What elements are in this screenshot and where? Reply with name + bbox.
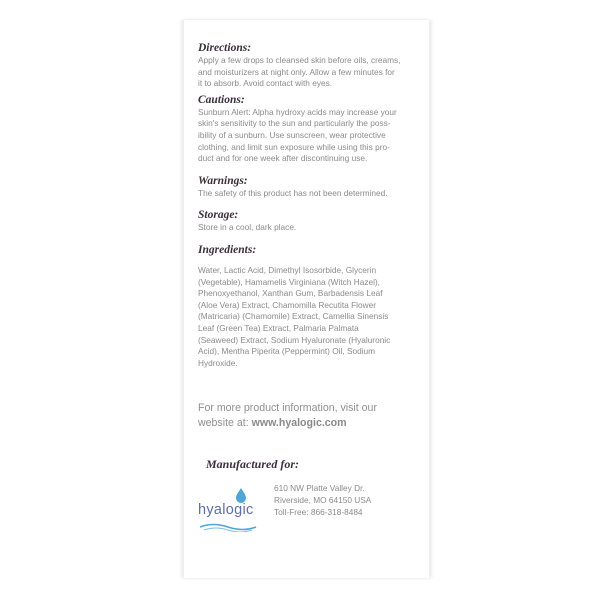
- ingredients-text: [198, 265, 423, 369]
- storage-heading: Storage:: [198, 209, 239, 222]
- ingredients-line: Phenoxyethanol, Xanthan Gum, Barbadensis Leaf: [198, 288, 383, 299]
- storage-text: [198, 222, 423, 234]
- label-content: [198, 42, 423, 532]
- cautions-text: [198, 107, 423, 165]
- cautions-line: duct and for one week after discontinuing use.: [198, 153, 368, 164]
- manufacturer-row: [198, 482, 423, 532]
- more-info-text: [198, 401, 423, 431]
- storage-line: Store in a cool, dark place.: [198, 222, 297, 233]
- ingredients-line: Water, Lactic Acid, Dimethyl Isosorbide, Glycerin: [198, 264, 377, 275]
- logo-text: hyalogic: [198, 502, 254, 519]
- cautions-line: Sunburn Alert: Alpha hydroxy acids may increase your: [198, 106, 397, 117]
- warnings-heading: Warnings:: [198, 174, 248, 187]
- cautions-heading: Cautions:: [198, 93, 245, 106]
- manufactured-for-heading: Manufactured for:: [206, 457, 300, 472]
- hyalogic-logo: [198, 490, 262, 530]
- manufacturer-address: [274, 482, 371, 518]
- ingredients-line: (Matricaria) (Chamomile) Extract, Camellia Sinensis: [198, 311, 389, 322]
- ingredients-line: Leaf (Green Tea) Extract, Palmaria Palmata: [198, 322, 359, 333]
- cautions-line: clothing, and limit sun exposure while using this pro-: [198, 141, 390, 152]
- directions-heading: Directions:: [198, 42, 252, 54]
- warnings-line: The safety of this product has not been determined.: [198, 187, 388, 198]
- warnings-text: [198, 188, 423, 200]
- more-info-prefix: website at:: [198, 417, 252, 430]
- directions-text: [198, 55, 423, 90]
- phone-line: Toll-Free: 866-318-8484: [274, 507, 363, 518]
- product-label-panel: [183, 20, 430, 578]
- cautions-line: ibility of a sunburn. Use sunscreen, wear protective: [198, 129, 386, 140]
- address-line: Riverside, MO 64150 USA: [274, 495, 372, 506]
- directions-line: it to absorb. Avoid contact with eyes.: [198, 78, 333, 89]
- directions-line: and moisturizers at night only. Allow a few minutes for: [198, 66, 395, 77]
- ingredients-heading: Ingredients:: [198, 243, 257, 256]
- ingredients-line: (Seaweed) Extract, Sodium Hyaluronate (Hyaluronic: [198, 334, 391, 345]
- ingredients-line: (Vegetable), Hamamelis Virginiana (Witch Hazel),: [198, 276, 380, 287]
- wave-icon: [198, 522, 258, 532]
- cautions-line: skin's sensitivity to the sun and particularly the poss-: [198, 118, 391, 129]
- directions-line: Apply a few drops to cleansed skin before oils, creams,: [198, 55, 401, 65]
- ingredients-line: (Aloe Vera) Extract, Chamomilla Recutita Flower: [198, 299, 376, 310]
- address-line: 610 NW Platte Valley Dr.: [274, 483, 365, 494]
- more-info-line: For more product information, visit our: [198, 402, 377, 415]
- ingredients-line: Hydroxide.: [198, 357, 238, 368]
- ingredients-line: Acid), Mentha Piperita (Peppermint) Oil, Sodium: [198, 346, 376, 357]
- website-link[interactable]: www.hyalogic.com: [251, 417, 347, 430]
